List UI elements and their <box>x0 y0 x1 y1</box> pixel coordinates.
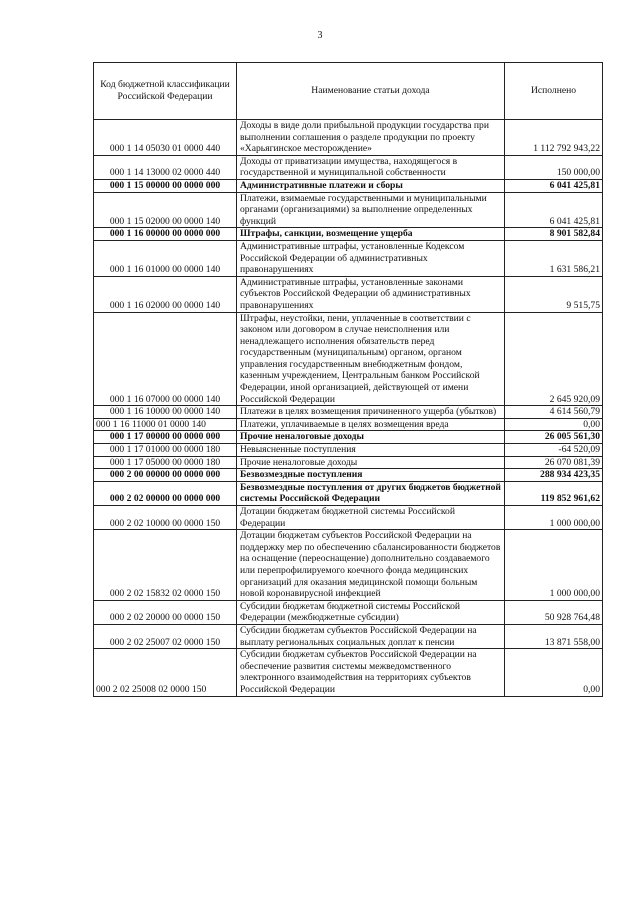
row-amount: 8 901 582,84 <box>505 228 603 241</box>
table-row <box>94 155 603 179</box>
row-name: Штрафы, неустойки, пени, уплаченные в соответствии с законом или договором в случае неисполнения или ненадлежащего исполнения обязательств перед государственным (муниципальным) органом, органом управления государственным внебюджетным фондом, казенным учреждением, Центральным банком Российской Федерации, иной организацией, действующей от имени Российской Федерации <box>237 312 505 406</box>
row-code: 000 1 14 05030 01 0000 440 <box>94 120 237 156</box>
row-amount: -64 520,09 <box>505 444 603 457</box>
row-name: Субсидии бюджетам бюджетной системы Российской Федерации (межбюджетные субсидии) <box>237 600 505 624</box>
row-amount: 0,00 <box>505 418 603 431</box>
row-name: Платежи, взимаемые государственными и муниципальными органами (организациями) за выполнение определенных функций <box>237 192 505 228</box>
row-code: 000 1 17 01000 00 0000 180 <box>94 444 237 457</box>
row-code: 000 2 02 10000 00 0000 150 <box>94 506 237 530</box>
row-amount: 6 041 425,81 <box>505 192 603 228</box>
table-row <box>94 649 603 696</box>
table-row <box>94 240 603 276</box>
row-name: Прочие неналоговые доходы <box>237 431 505 444</box>
row-name: Прочие неналоговые доходы <box>237 456 505 469</box>
row-code: 000 2 02 25008 02 0000 150 <box>94 649 237 696</box>
row-amount: 1 631 586,21 <box>505 240 603 276</box>
row-amount: 1 000 000,00 <box>505 530 603 601</box>
table-body <box>94 120 603 697</box>
row-code: 000 2 00 00000 00 0000 000 <box>94 469 237 482</box>
row-code: 000 1 16 10000 00 0000 140 <box>94 406 237 419</box>
table-row <box>94 120 603 156</box>
table-header-row <box>94 63 603 120</box>
row-name: Доходы в виде доли прибыльной продукции государства при выполнении соглашения о разделе продукции по проекту «Харьягинское месторождение» <box>237 120 505 156</box>
row-amount: 26 005 561,30 <box>505 431 603 444</box>
row-amount: 2 645 920,09 <box>505 312 603 406</box>
table-row <box>94 600 603 624</box>
row-amount: 50 928 764,48 <box>505 600 603 624</box>
header-amount: Исполнено <box>505 63 603 120</box>
row-name: Административные штрафы, установленные Кодексом Российской Федерации об административных правонарушениях <box>237 240 505 276</box>
row-amount: 4 614 560,79 <box>505 406 603 419</box>
income-table <box>93 62 603 697</box>
row-code: 000 1 15 00000 00 0000 000 <box>94 179 237 192</box>
row-name: Дотации бюджетам субъектов Российской Федерации на поддержку мер по обеспечению сбалансированности бюджетов на оснащение (переоснащение) дополнительно создаваемого или перепрофилируемого коечного фонда медицинских организаций для оказания медицинской помощи больным новой коронавирусной инфекцией <box>237 530 505 601</box>
row-amount: 6 041 425,81 <box>505 179 603 192</box>
row-amount: 119 852 961,62 <box>505 481 603 505</box>
row-code: 000 1 17 05000 00 0000 180 <box>94 456 237 469</box>
table-row <box>94 624 603 648</box>
row-code: 000 2 02 15832 02 0000 150 <box>94 530 237 601</box>
row-amount: 9 515,75 <box>505 276 603 312</box>
row-code: 000 1 17 00000 00 0000 000 <box>94 431 237 444</box>
row-amount: 150 000,00 <box>505 155 603 179</box>
row-name: Субсидии бюджетам субъектов Российской Федерации на выплату региональных социальных доплат к пенсии <box>237 624 505 648</box>
table-row <box>94 506 603 530</box>
header-code: Код бюджетной классификации Российской Федерации <box>94 63 237 120</box>
row-name: Платежи, уплачиваемые в целях возмещения вреда <box>237 418 505 431</box>
table-row <box>94 276 603 312</box>
row-name: Платежи в целях возмещения причиненного ущерба (убытков) <box>237 406 505 419</box>
row-amount: 26 070 081,39 <box>505 456 603 469</box>
row-name: Административные платежи и сборы <box>237 179 505 192</box>
row-name: Доходы от приватизации имущества, находящегося в государственной и муниципальной собственности <box>237 155 505 179</box>
table-row <box>94 312 603 406</box>
table-row <box>94 481 603 505</box>
row-code: 000 1 14 13000 02 0000 440 <box>94 155 237 179</box>
row-name: Субсидии бюджетам субъектов Российской Федерации на обеспечение развития системы межведомственного электронного взаимодействия на территориях субъектов Российской Федерации <box>237 649 505 696</box>
row-name: Невыясненные поступления <box>237 444 505 457</box>
row-amount: 1 000 000,00 <box>505 506 603 530</box>
row-amount: 288 934 423,35 <box>505 469 603 482</box>
row-name: Штрафы, санкции, возмещение ущерба <box>237 228 505 241</box>
row-code: 000 1 16 02000 00 0000 140 <box>94 276 237 312</box>
table-row <box>94 228 603 241</box>
row-name: Дотации бюджетам бюджетной системы Российской Федерации <box>237 506 505 530</box>
row-name: Административные штрафы, установленные законами субъектов Российской Федерации об административных правонарушениях <box>237 276 505 312</box>
row-code: 000 2 02 20000 00 0000 150 <box>94 600 237 624</box>
row-code: 000 1 16 01000 00 0000 140 <box>94 240 237 276</box>
table-row <box>94 418 603 431</box>
table-row <box>94 406 603 419</box>
page-number: 3 <box>317 30 323 41</box>
row-code: 000 2 02 25007 02 0000 150 <box>94 624 237 648</box>
row-code: 000 1 16 07000 00 0000 140 <box>94 312 237 406</box>
row-amount: 0,00 <box>505 649 603 696</box>
table-row <box>94 444 603 457</box>
row-code: 000 2 02 00000 00 0000 000 <box>94 481 237 505</box>
table-row <box>94 469 603 482</box>
row-code: 000 1 16 11000 01 0000 140 <box>94 418 237 431</box>
table-row <box>94 456 603 469</box>
table-row <box>94 431 603 444</box>
table-row <box>94 192 603 228</box>
row-code: 000 1 15 02000 00 0000 140 <box>94 192 237 228</box>
row-code: 000 1 16 00000 00 0000 000 <box>94 228 237 241</box>
row-amount: 1 112 792 943,22 <box>505 120 603 156</box>
row-amount: 13 871 558,00 <box>505 624 603 648</box>
header-name: Наименование статьи дохода <box>237 63 505 120</box>
table-row <box>94 530 603 601</box>
table-row <box>94 179 603 192</box>
row-name: Безвозмездные поступления <box>237 469 505 482</box>
row-name: Безвозмездные поступления от других бюджетов бюджетной системы Российской Федерации <box>237 481 505 505</box>
